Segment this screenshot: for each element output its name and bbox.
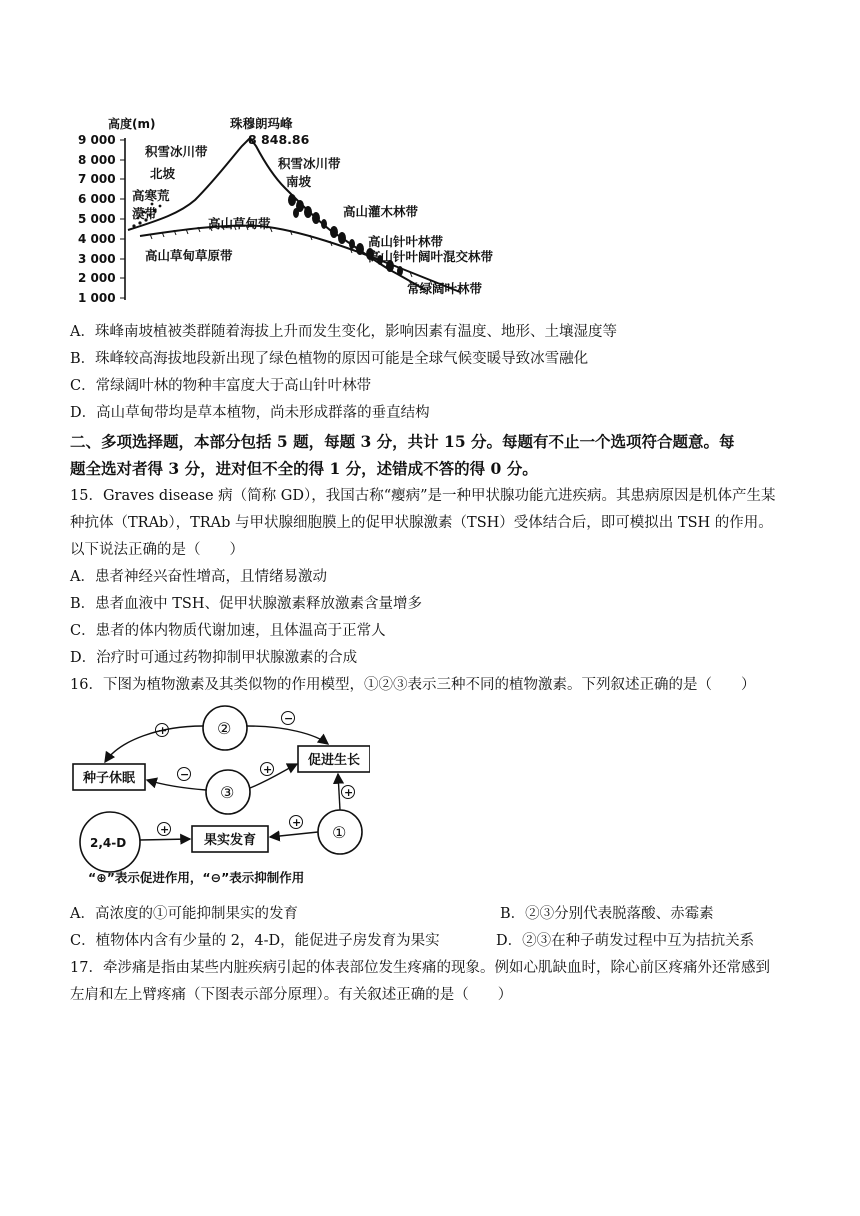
plus-marker: + — [160, 823, 170, 836]
section2-heading-2: 题全选对者得 3 分，进对但不全的得 1 分，述错成不答的得 0 分。 — [70, 459, 538, 478]
arrow-2-to-growth — [247, 726, 328, 744]
north-snow-zone-label: 积雪冰川带 — [145, 144, 208, 159]
q17-stem-2: 左肩和左上臂疼痛（下图表示部分原理）。有关叙述正确的是（ ） — [70, 987, 513, 1003]
alpine-desert-label-2: 漠带 — [132, 206, 158, 221]
fruit-development-label: 果实发育 — [204, 833, 257, 848]
q15-option-d: D．治疗时可通过药物抑制甲状腺激素的合成 — [70, 650, 358, 666]
hormone-2-label: ② — [217, 719, 232, 738]
y-tick-label: 4 000 — [78, 232, 116, 246]
q15-option-b: B．患者血液中 TSH、促甲状腺激素释放激素含量增多 — [70, 596, 423, 612]
q14-option-d: D．高山草甸带均是草本植物，尚未形成群落的垂直结构 — [70, 405, 430, 421]
north-slope-label: 北坡 — [150, 166, 176, 181]
y-axis-title: 高度(m) — [108, 117, 156, 131]
q14-option-c: C．常绿阔叶林的物种丰富度大于高山针叶林带 — [70, 378, 372, 394]
y-tick-label: 7 000 — [78, 172, 116, 186]
24d-label: 2,4-D — [90, 836, 127, 850]
q15-option-a: A．患者神经兴奋性增高，且情绪易激动 — [70, 569, 327, 585]
q16-option-b: B．②③分别代表脱落酸、赤霉素 — [500, 906, 714, 922]
plus-marker: + — [263, 763, 273, 776]
y-tick-label: 3 000 — [78, 252, 116, 266]
south-slope-label: 南坡 — [286, 174, 312, 189]
plant-hormone-model-figure — [70, 704, 370, 890]
hormone-1-label: ① — [332, 823, 347, 842]
vegetation-zone-figure — [70, 108, 570, 313]
arrow-1-to-growth — [338, 774, 340, 810]
peak-name: 珠穆朗玛峰 — [230, 116, 293, 131]
arrow-1-to-fruit — [270, 832, 318, 837]
evergreen-forest-label: 常绿阔叶林带 — [407, 281, 483, 296]
plus-marker: + — [292, 816, 302, 829]
south-snow-zone-label: 积雪冰川带 — [278, 156, 341, 171]
q15-stem-1: 15．Graves disease 病（简称 GD），我国古称“瘿病”是一种甲状腺功能亢进疾病。其患病原因是机体产生某 — [70, 488, 776, 504]
alpine-shrub-label: 高山灌木林带 — [343, 204, 419, 219]
q15-stem-2: 种抗体（TRAb），TRAb 与甲状腺细胞膜上的促甲状腺激素（TSH）受体结合后，即可模拟出 TSH 的作用。 — [70, 515, 773, 531]
q14-option-a: A．珠峰南坡植被类群随着海拔上升而发生变化，影响因素有温度、地形、土壤湿度等 — [70, 324, 617, 340]
q15-option-c: C．患者的体内物质代谢加速，且体温高于正常人 — [70, 623, 386, 639]
y-tick-label: 6 000 — [78, 192, 116, 206]
alpine-meadow-steppe-label: 高山草甸草原带 — [145, 248, 233, 263]
q14-option-b: B．珠峰较高海拔地段新出现了绿色植物的原因可能是全球气候变暖导致冰雪融化 — [70, 351, 589, 367]
arrow-24d-to-fruit — [140, 839, 190, 840]
q16-option-a: A．高浓度的①可能抑制果实的发育 — [70, 906, 298, 922]
plus-marker: + — [344, 786, 354, 799]
alpine-conifer-label: 高山针叶林带 — [368, 234, 444, 249]
q15-stem-3: 以下说法正确的是（ ） — [70, 542, 244, 558]
q17-stem-1: 17．牵涉痛是指由某些内脏疾病引起的体表部位发生疼痛的现象。例如心肌缺血时，除心前区疼痛外还常感到 — [70, 960, 770, 976]
arrow-3-to-dormancy — [147, 780, 206, 790]
promote-growth-label: 促进生长 — [308, 753, 361, 768]
alpine-desert-label-1: 高寒荒 — [132, 188, 170, 203]
alpine-meadow-label: 高山草甸带 — [208, 216, 271, 231]
peak-height: 8 848.86 — [248, 132, 310, 147]
y-tick-label: 2 000 — [78, 271, 116, 285]
figure-legend: “⊕”表示促进作用，“⊖”表示抑制作用 — [88, 870, 305, 885]
plus-marker: + — [158, 724, 168, 737]
y-ticks — [78, 133, 125, 305]
minus-marker: − — [284, 712, 294, 725]
q16-stem: 16．下图为植物激素及其类似物的作用模型，①②③表示三种不同的植物激素。下列叙述正确的是（ ） — [70, 677, 756, 693]
y-tick-label: 9 000 — [78, 133, 116, 147]
minus-marker: − — [180, 768, 190, 781]
y-tick-label: 8 000 — [78, 153, 116, 167]
hormone-3-label: ③ — [220, 783, 235, 802]
y-tick-label: 1 000 — [78, 291, 116, 305]
section2-heading-1: 二、多项选择题，本部分包括 5 题，每题 3 分，共计 15 分。每题有不止一个选项符合题意。每 — [70, 432, 735, 451]
q16-option-c: C．植物体内含有少量的 2，4-D，能促进子房发育为果实 — [70, 933, 440, 949]
q16-option-d: D．②③在种子萌发过程中互为拮抗关系 — [496, 933, 755, 949]
arrow-2-to-dormancy — [105, 726, 203, 762]
y-tick-label: 5 000 — [78, 212, 116, 226]
mixed-forest-label: 高山针叶阔叶混交林带 — [368, 249, 494, 264]
seed-dormancy-label: 种子休眠 — [83, 771, 136, 786]
